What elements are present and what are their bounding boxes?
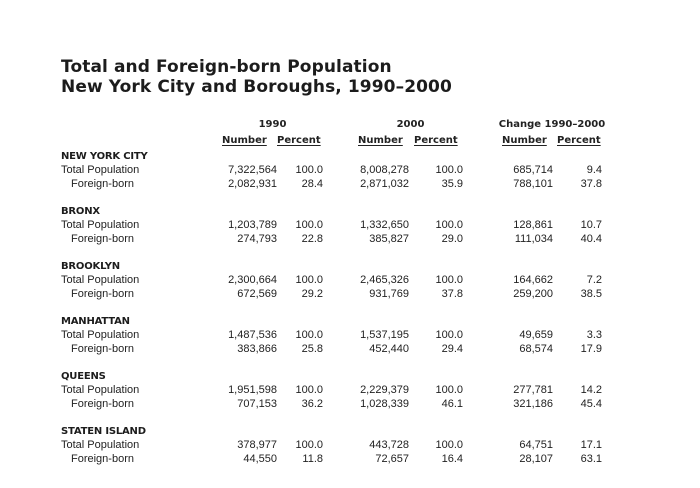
column-header-1990-number: Number (222, 135, 267, 146)
cell-1990-percent: 100.0 (295, 439, 323, 451)
cell-change-number: 64,751 (519, 439, 553, 451)
table-row (61, 164, 621, 178)
cell-change-number: 259,200 (513, 288, 553, 300)
cell-2000-percent: 29.4 (441, 343, 463, 355)
cell-change-number: 68,574 (519, 343, 553, 355)
cell-2000-number: 2,871,032 (360, 178, 409, 190)
cell-change-percent: 10.7 (580, 219, 602, 231)
cell-1990-number: 44,550 (243, 453, 277, 465)
column-header-change-percent: Percent (557, 135, 601, 146)
cell-1990-number: 378,977 (237, 439, 277, 451)
cell-2000-percent: 100.0 (435, 274, 463, 286)
cell-change-number: 685,714 (513, 164, 553, 176)
row-label: Foreign-born (71, 453, 134, 465)
cell-2000-percent: 29.0 (441, 233, 463, 245)
cell-2000-number: 1,537,195 (360, 329, 409, 341)
cell-2000-number: 8,008,278 (360, 164, 409, 176)
cell-2000-number: 931,769 (369, 288, 409, 300)
cell-2000-percent: 35.9 (441, 178, 463, 190)
section-heading: NEW YORK CITY (61, 151, 148, 162)
section-heading: MANHATTAN (61, 316, 130, 327)
cell-change-percent: 37.8 (580, 178, 602, 190)
cell-change-number: 49,659 (519, 329, 553, 341)
cell-2000-percent: 46.1 (441, 398, 463, 410)
section-heading: BRONX (61, 206, 100, 217)
cell-2000-number: 1,028,339 (360, 398, 409, 410)
cell-2000-number: 2,465,326 (360, 274, 409, 286)
cell-1990-number: 7,322,564 (228, 164, 277, 176)
column-group-2000: 2000 (396, 119, 425, 130)
table-section (61, 371, 621, 415)
cell-change-percent: 3.3 (586, 329, 602, 341)
table-title-line-1: Total and Foreign-born Population (61, 57, 392, 77)
cell-change-number: 111,034 (514, 233, 553, 245)
column-header-2000-number: Number (358, 135, 403, 146)
row-label: Total Population (61, 439, 140, 451)
table-section (61, 316, 621, 360)
row-label: Foreign-born (71, 288, 134, 300)
cell-2000-number: 1,332,650 (360, 219, 409, 231)
table-row (61, 178, 621, 192)
cell-change-percent: 63.1 (580, 453, 602, 465)
cell-1990-number: 383,866 (237, 343, 277, 355)
cell-change-percent: 40.4 (580, 233, 602, 245)
column-header-2000-percent: Percent (414, 135, 458, 146)
table-row (61, 398, 621, 412)
table-row (61, 288, 621, 302)
cell-change-number: 321,186 (513, 398, 553, 410)
cell-2000-number: 2,229,379 (360, 384, 409, 396)
table-row (61, 274, 621, 288)
table-title-line-2: New York City and Boroughs, 1990–2000 (61, 77, 452, 97)
cell-2000-number: 72,657 (375, 453, 409, 465)
row-label: Foreign-born (71, 178, 134, 190)
column-header-change-number: Number (502, 135, 547, 146)
cell-1990-percent: 36.2 (301, 398, 323, 410)
cell-change-percent: 9.4 (586, 164, 602, 176)
cell-2000-number: 443,728 (369, 439, 409, 451)
cell-1990-percent: 100.0 (295, 384, 323, 396)
cell-2000-number: 385,827 (369, 233, 409, 245)
cell-2000-percent: 100.0 (435, 439, 463, 451)
cell-1990-number: 1,951,598 (228, 384, 277, 396)
cell-change-percent: 14.2 (580, 384, 602, 396)
table-section (61, 426, 621, 470)
cell-1990-percent: 100.0 (295, 164, 323, 176)
cell-2000-percent: 100.0 (435, 329, 463, 341)
section-heading: QUEENS (61, 371, 106, 382)
table-row (61, 233, 621, 247)
cell-1990-percent: 100.0 (295, 329, 323, 341)
cell-2000-percent: 100.0 (435, 384, 463, 396)
cell-change-percent: 38.5 (580, 288, 602, 300)
row-label: Total Population (61, 274, 140, 286)
cell-change-percent: 17.9 (580, 343, 602, 355)
cell-2000-number: 452,440 (369, 343, 409, 355)
column-group-change: Change 1990–2000 (498, 119, 606, 130)
cell-change-percent: 17.1 (580, 439, 602, 451)
table-row (61, 384, 621, 398)
table-row (61, 219, 621, 233)
cell-change-number: 277,781 (513, 384, 553, 396)
cell-1990-number: 707,153 (237, 398, 277, 410)
cell-1990-percent: 11.8 (302, 453, 323, 465)
cell-1990-percent: 100.0 (295, 274, 323, 286)
cell-change-number: 164,662 (513, 274, 553, 286)
row-label: Total Population (61, 164, 140, 176)
cell-change-percent: 7.2 (586, 274, 602, 286)
cell-change-number: 788,101 (513, 178, 553, 190)
section-heading: BROOKLYN (61, 261, 120, 272)
row-label: Foreign-born (71, 233, 134, 245)
cell-1990-percent: 29.2 (301, 288, 323, 300)
cell-2000-percent: 100.0 (435, 219, 463, 231)
table-row (61, 453, 621, 467)
table-section (61, 206, 621, 250)
cell-2000-percent: 37.8 (441, 288, 463, 300)
cell-1990-percent: 22.8 (301, 233, 323, 245)
cell-2000-percent: 16.4 (441, 453, 463, 465)
table-row (61, 329, 621, 343)
cell-2000-percent: 100.0 (435, 164, 463, 176)
cell-1990-percent: 28.4 (301, 178, 323, 190)
cell-1990-number: 1,203,789 (228, 219, 277, 231)
cell-1990-number: 2,300,664 (228, 274, 277, 286)
cell-1990-percent: 25.8 (301, 343, 323, 355)
row-label: Foreign-born (71, 398, 134, 410)
cell-1990-percent: 100.0 (295, 219, 323, 231)
cell-1990-number: 274,793 (237, 233, 277, 245)
row-label: Foreign-born (71, 343, 134, 355)
cell-1990-number: 1,487,536 (228, 329, 277, 341)
column-group-1990: 1990 (258, 119, 287, 130)
cell-change-percent: 45.4 (580, 398, 602, 410)
table-section (61, 261, 621, 305)
table-row (61, 343, 621, 357)
table-section (61, 151, 621, 195)
row-label: Total Population (61, 329, 140, 341)
cell-1990-number: 2,082,931 (228, 178, 277, 190)
cell-change-number: 28,107 (519, 453, 553, 465)
table-row (61, 439, 621, 453)
row-label: Total Population (61, 384, 140, 396)
column-header-1990-percent: Percent (277, 135, 321, 146)
section-heading: STATEN ISLAND (61, 426, 146, 437)
cell-1990-number: 672,569 (237, 288, 277, 300)
cell-change-number: 128,861 (513, 219, 553, 231)
row-label: Total Population (61, 219, 140, 231)
